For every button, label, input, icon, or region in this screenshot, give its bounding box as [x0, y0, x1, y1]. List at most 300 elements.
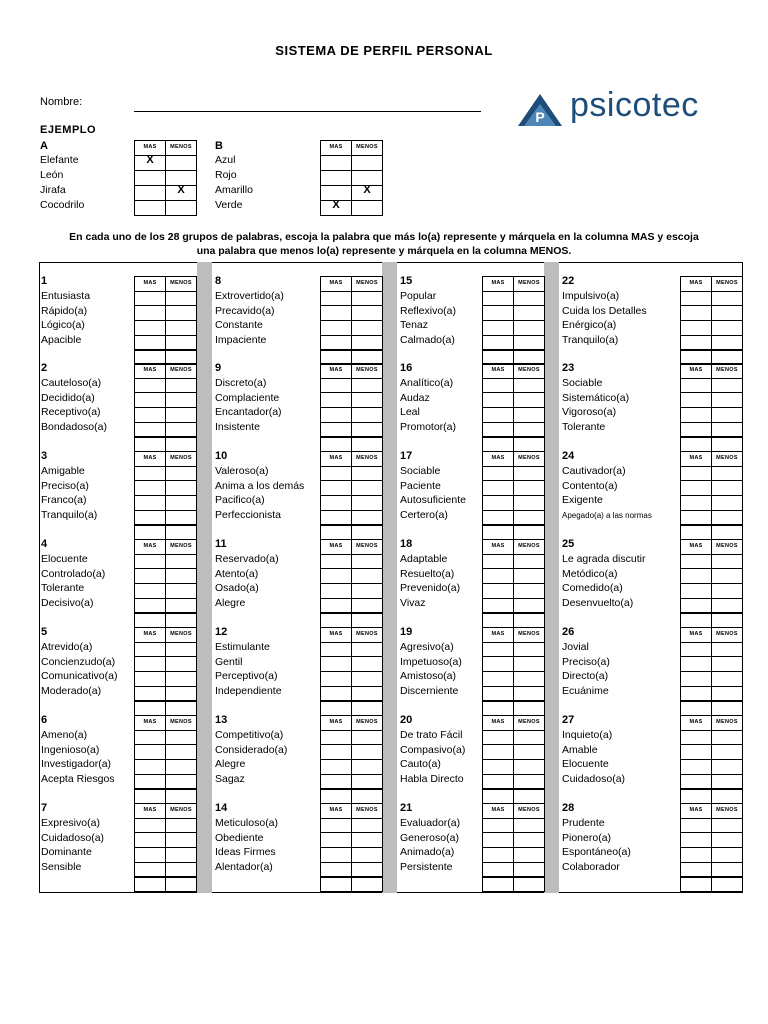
answer-cell[interactable] [351, 877, 383, 893]
answer-cell[interactable] [351, 847, 383, 863]
answer-cell[interactable] [711, 847, 743, 863]
answer-cell[interactable] [351, 701, 383, 717]
answer-cell[interactable] [165, 832, 197, 848]
answer-cell[interactable] [351, 730, 383, 746]
answer-cell[interactable] [711, 320, 743, 336]
answer-cell[interactable] [680, 862, 712, 878]
answer-cell[interactable] [513, 656, 545, 672]
answer-cell[interactable] [711, 525, 743, 541]
answer-cell[interactable] [680, 744, 712, 760]
answer-cell[interactable] [320, 598, 352, 614]
group-word: Leal [400, 406, 420, 419]
answer-cell[interactable] [513, 510, 545, 526]
answer-cell[interactable] [711, 305, 743, 321]
answer-cell[interactable] [165, 335, 197, 351]
answer-cell[interactable] [320, 305, 352, 321]
answer-cell[interactable] [482, 407, 514, 423]
answer-cell[interactable] [680, 832, 712, 848]
answer-cell[interactable] [320, 554, 352, 570]
answer-cell[interactable] [680, 320, 712, 336]
answer-cell[interactable] [165, 656, 197, 672]
answer-cell[interactable] [680, 583, 712, 599]
answer-cell[interactable] [680, 378, 712, 394]
answer-cell[interactable] [165, 818, 197, 834]
answer-cell[interactable] [513, 407, 545, 423]
answer-cell[interactable] [711, 774, 743, 790]
answer-cell[interactable] [134, 847, 166, 863]
answer-cell[interactable] [482, 656, 514, 672]
answer-cell[interactable] [482, 862, 514, 878]
answer-cell[interactable] [680, 656, 712, 672]
answer-cell[interactable] [680, 774, 712, 790]
answer-cell[interactable] [513, 744, 545, 760]
answer-cell[interactable] [482, 291, 514, 307]
answer-cell[interactable] [351, 686, 383, 702]
answer-cell[interactable] [351, 378, 383, 394]
answer-cell[interactable] [513, 392, 545, 408]
answer-cell[interactable] [165, 200, 197, 216]
answer-cell[interactable] [680, 407, 712, 423]
answer-cell[interactable] [711, 730, 743, 746]
group-word: Elocuente [562, 758, 609, 771]
answer-cell[interactable] [165, 583, 197, 599]
answer-cell[interactable] [320, 877, 352, 893]
answer-cell[interactable] [351, 774, 383, 790]
answer-cell[interactable] [513, 320, 545, 336]
answer-cell[interactable] [351, 744, 383, 760]
answer-cell[interactable] [320, 642, 352, 658]
answer-cell[interactable] [680, 510, 712, 526]
answer-cell[interactable] [711, 437, 743, 453]
answer-cell[interactable] [165, 568, 197, 584]
answer-cell[interactable] [351, 407, 383, 423]
answer-cell[interactable] [711, 642, 743, 658]
answer-cell[interactable] [513, 378, 545, 394]
answer-cell[interactable] [513, 495, 545, 511]
column-header-mas: MAS [329, 455, 343, 461]
answer-cell[interactable] [165, 671, 197, 687]
answer-cell[interactable] [680, 789, 712, 805]
answer-cell[interactable] [482, 525, 514, 541]
answer-cell[interactable] [680, 392, 712, 408]
answer-cell[interactable] [351, 598, 383, 614]
answer-cell[interactable] [351, 200, 383, 216]
answer-cell[interactable] [165, 847, 197, 863]
answer-cell[interactable] [320, 495, 352, 511]
answer-cell[interactable] [482, 789, 514, 805]
answer-cell[interactable] [513, 671, 545, 687]
answer-cell[interactable] [320, 862, 352, 878]
answer-cell[interactable] [680, 437, 712, 453]
answer-cell[interactable] [134, 407, 166, 423]
answer-cell[interactable] [134, 598, 166, 614]
answer-cell[interactable] [320, 613, 352, 629]
answer-cell[interactable] [680, 877, 712, 893]
answer-cell[interactable] [351, 335, 383, 351]
answer-cell[interactable] [711, 480, 743, 496]
answer-cell[interactable] [134, 686, 166, 702]
answer-cell[interactable] [165, 437, 197, 453]
answer-cell[interactable] [351, 656, 383, 672]
answer-cell[interactable] [134, 335, 166, 351]
answer-cell[interactable] [134, 568, 166, 584]
answer-cell[interactable] [711, 568, 743, 584]
answer-cell[interactable] [482, 392, 514, 408]
answer-cell[interactable] [165, 320, 197, 336]
group-word: Gentil [215, 655, 243, 668]
answer-cell[interactable] [711, 510, 743, 526]
answer-cell[interactable] [680, 818, 712, 834]
answer-cell[interactable] [711, 598, 743, 614]
answer-cell[interactable] [320, 671, 352, 687]
answer-cell[interactable] [351, 392, 383, 408]
answer-cell[interactable] [711, 422, 743, 438]
answer-cell[interactable] [482, 305, 514, 321]
answer-cell[interactable] [320, 847, 352, 863]
answer-cell[interactable] [351, 155, 383, 171]
group-number: 11 [215, 538, 227, 550]
answer-cell[interactable] [320, 510, 352, 526]
answer-cell[interactable] [165, 642, 197, 658]
answer-cell[interactable] [165, 407, 197, 423]
answer-cell[interactable] [320, 656, 352, 672]
answer-cell[interactable] [134, 759, 166, 775]
answer-cell[interactable] [165, 759, 197, 775]
answer-cell[interactable] [320, 480, 352, 496]
answer-cell[interactable] [351, 671, 383, 687]
answer-cell[interactable] [711, 656, 743, 672]
answer-cell[interactable] [134, 495, 166, 511]
answer-cell[interactable] [165, 392, 197, 408]
answer-cell[interactable] [711, 759, 743, 775]
answer-cell[interactable] [351, 495, 383, 511]
answer-cell[interactable] [482, 730, 514, 746]
answer-cell[interactable] [134, 525, 166, 541]
answer-cell[interactable] [680, 305, 712, 321]
answer-cell[interactable] [134, 291, 166, 307]
answer-cell[interactable] [320, 291, 352, 307]
answer-cell[interactable] [351, 583, 383, 599]
answer-cell[interactable] [482, 466, 514, 482]
answer-cell[interactable] [320, 466, 352, 482]
answer-cell[interactable] [711, 671, 743, 687]
answer-cell[interactable] [482, 832, 514, 848]
answer-cell[interactable] [320, 525, 352, 541]
answer-cell[interactable] [320, 789, 352, 805]
name-field[interactable] [134, 111, 481, 112]
answer-cell[interactable] [165, 525, 197, 541]
answer-cell[interactable] [482, 877, 514, 893]
answer-cell[interactable] [513, 774, 545, 790]
answer-cell[interactable] [320, 759, 352, 775]
answer-cell[interactable] [513, 847, 545, 863]
answer-cell[interactable] [711, 744, 743, 760]
answer-cell[interactable] [513, 583, 545, 599]
answer-cell[interactable] [711, 701, 743, 717]
answer-cell[interactable] [134, 877, 166, 893]
answer-cell[interactable] [134, 305, 166, 321]
answer-cell[interactable] [482, 554, 514, 570]
answer-cell[interactable] [711, 407, 743, 423]
answer-cell[interactable] [134, 832, 166, 848]
answer-cell[interactable] [165, 613, 197, 629]
answer-cell[interactable] [351, 466, 383, 482]
answer-cell[interactable] [165, 495, 197, 511]
answer-cell[interactable] [165, 554, 197, 570]
answer-cell[interactable] [320, 320, 352, 336]
answer-cell[interactable] [482, 613, 514, 629]
answer-cell[interactable] [482, 847, 514, 863]
answer-cell[interactable] [165, 701, 197, 717]
answer-cell[interactable] [165, 291, 197, 307]
answer-cell[interactable] [165, 466, 197, 482]
answer-cell[interactable] [711, 378, 743, 394]
answer-cell[interactable] [165, 510, 197, 526]
answer-cell[interactable] [351, 642, 383, 658]
answer-cell[interactable] [711, 613, 743, 629]
answer-cell[interactable] [351, 818, 383, 834]
column-header-mas: MAS [689, 631, 703, 637]
answer-cell[interactable] [680, 335, 712, 351]
answer-cell[interactable] [513, 466, 545, 482]
answer-cell[interactable] [134, 422, 166, 438]
answer-cell[interactable] [165, 774, 197, 790]
answer-cell[interactable] [134, 200, 166, 216]
answer-cell[interactable] [134, 789, 166, 805]
answer-cell[interactable] [165, 862, 197, 878]
answer-cell[interactable] [680, 568, 712, 584]
answer-cell[interactable] [351, 862, 383, 878]
answer-cell[interactable] [320, 774, 352, 790]
answer-cell[interactable] [482, 480, 514, 496]
answer-cell[interactable] [134, 818, 166, 834]
answer-cell[interactable] [711, 877, 743, 893]
answer-cell[interactable] [351, 437, 383, 453]
answer-cell[interactable] [320, 744, 352, 760]
answer-cell[interactable] [320, 407, 352, 423]
answer-cell[interactable] [680, 847, 712, 863]
answer-cell[interactable] [711, 862, 743, 878]
group-word: Investigador(a) [41, 758, 112, 771]
answer-cell[interactable] [482, 671, 514, 687]
answer-cell[interactable] [351, 305, 383, 321]
answer-cell[interactable] [134, 378, 166, 394]
answer-cell[interactable] [482, 818, 514, 834]
answer-cell[interactable] [320, 335, 352, 351]
answer-cell[interactable] [482, 701, 514, 717]
answer-cell[interactable] [711, 554, 743, 570]
answer-cell[interactable] [711, 686, 743, 702]
answer-cell[interactable] [513, 789, 545, 805]
answer-cell[interactable] [320, 818, 352, 834]
answer-cell[interactable] [513, 480, 545, 496]
answer-cell[interactable] [134, 170, 166, 186]
answer-cell[interactable] [711, 832, 743, 848]
answer-cell[interactable] [134, 701, 166, 717]
answer-cell[interactable] [482, 598, 514, 614]
answer-cell[interactable] [134, 437, 166, 453]
answer-cell[interactable] [165, 686, 197, 702]
answer-cell[interactable] [165, 598, 197, 614]
answer-cell[interactable] [320, 583, 352, 599]
answer-cell[interactable] [351, 613, 383, 629]
answer-cell[interactable] [351, 291, 383, 307]
answer-cell[interactable] [680, 554, 712, 570]
answer-cell[interactable] [134, 656, 166, 672]
answer-cell[interactable] [513, 701, 545, 717]
answer-cell[interactable] [320, 155, 352, 171]
answer-cell[interactable] [711, 392, 743, 408]
answer-cell[interactable] [165, 305, 197, 321]
answer-cell[interactable] [165, 744, 197, 760]
answer-cell[interactable] [482, 686, 514, 702]
answer-cell[interactable] [482, 583, 514, 599]
answer-cell[interactable] [513, 613, 545, 629]
answer-cell[interactable] [711, 583, 743, 599]
answer-cell[interactable] [134, 744, 166, 760]
group-word: Comunicativo(a) [41, 670, 118, 683]
answer-cell[interactable] [711, 466, 743, 482]
answer-cell[interactable] [482, 437, 514, 453]
answer-cell[interactable] [165, 155, 197, 171]
answer-cell[interactable] [165, 730, 197, 746]
answer-cell[interactable] [351, 320, 383, 336]
answer-cell[interactable] [513, 598, 545, 614]
answer-cell[interactable] [134, 554, 166, 570]
answer-cell[interactable] [513, 568, 545, 584]
answer-cell[interactable] [134, 583, 166, 599]
answer-cell[interactable] [320, 392, 352, 408]
answer-cell[interactable] [351, 525, 383, 541]
answer-cell[interactable] [513, 730, 545, 746]
answer-cell[interactable] [320, 422, 352, 438]
answer-cell[interactable] [680, 642, 712, 658]
answer-cell[interactable] [513, 422, 545, 438]
answer-cell[interactable] [513, 759, 545, 775]
answer-cell[interactable] [351, 480, 383, 496]
answer-cell[interactable] [482, 335, 514, 351]
answer-cell[interactable] [320, 568, 352, 584]
answer-cell[interactable] [165, 789, 197, 805]
answer-cell[interactable] [680, 466, 712, 482]
answer-cell[interactable] [320, 378, 352, 394]
answer-cell[interactable] [711, 818, 743, 834]
answer-cell[interactable] [711, 291, 743, 307]
answer-cell[interactable] [134, 185, 166, 201]
answer-cell[interactable] [351, 759, 383, 775]
answer-cell[interactable] [680, 495, 712, 511]
answer-cell[interactable] [680, 598, 712, 614]
answer-cell[interactable] [351, 832, 383, 848]
answer-cell[interactable] [482, 378, 514, 394]
answer-cell[interactable] [711, 335, 743, 351]
answer-cell[interactable] [711, 789, 743, 805]
answer-cell[interactable] [680, 291, 712, 307]
answer-cell[interactable] [482, 642, 514, 658]
answer-cell[interactable] [134, 510, 166, 526]
answer-cell[interactable] [680, 480, 712, 496]
answer-cell[interactable] [482, 495, 514, 511]
answer-cell[interactable] [482, 422, 514, 438]
answer-cell[interactable] [320, 701, 352, 717]
answer-cell[interactable] [513, 335, 545, 351]
answer-cell[interactable] [134, 862, 166, 878]
answer-cell[interactable] [320, 170, 352, 186]
answer-cell[interactable] [134, 671, 166, 687]
answer-cell[interactable] [513, 832, 545, 848]
answer-cell[interactable] [351, 789, 383, 805]
answer-cell[interactable] [134, 774, 166, 790]
answer-cell[interactable] [513, 437, 545, 453]
answer-cell[interactable] [351, 422, 383, 438]
column-header-menos: MENOS [518, 543, 540, 549]
answer-cell[interactable] [680, 686, 712, 702]
answer-cell[interactable] [320, 437, 352, 453]
answer-cell[interactable] [513, 291, 545, 307]
answer-cell[interactable] [134, 466, 166, 482]
answer-cell[interactable] [680, 730, 712, 746]
answer-cell[interactable] [482, 744, 514, 760]
group-word: Cautivador(a) [562, 465, 626, 477]
logo-mark-icon [516, 90, 564, 128]
answer-cell[interactable] [513, 525, 545, 541]
answer-cell[interactable] [351, 510, 383, 526]
group-number: 18 [400, 538, 413, 550]
group-word: Sagaz [215, 773, 245, 786]
answer-cell[interactable] [482, 320, 514, 336]
answer-cell[interactable] [680, 671, 712, 687]
answer-cell[interactable] [351, 554, 383, 570]
answer-cell[interactable] [320, 832, 352, 848]
answer-cell[interactable] [134, 480, 166, 496]
answer-cell[interactable] [711, 495, 743, 511]
answer-cell[interactable] [482, 568, 514, 584]
answer-cell[interactable] [134, 392, 166, 408]
answer-cell[interactable] [134, 642, 166, 658]
answer-cell[interactable] [513, 686, 545, 702]
column-header-menos: MENOS [170, 455, 192, 461]
group-word: Directo(a) [562, 670, 609, 683]
answer-cell[interactable] [680, 422, 712, 438]
group-word: Rápido(a) [41, 304, 88, 317]
answer-cell[interactable] [320, 730, 352, 746]
answer-cell[interactable] [165, 378, 197, 394]
answer-cell[interactable] [134, 730, 166, 746]
answer-cell[interactable] [165, 480, 197, 496]
group-number: 7 [41, 802, 48, 814]
answer-cell[interactable] [320, 686, 352, 702]
answer-cell[interactable] [134, 320, 166, 336]
answer-cell[interactable] [165, 422, 197, 438]
answer-cell[interactable] [680, 525, 712, 541]
answer-cell[interactable] [680, 701, 712, 717]
answer-cell[interactable] [513, 554, 545, 570]
answer-cell[interactable] [482, 774, 514, 790]
answer-cell[interactable] [513, 305, 545, 321]
answer-cell[interactable] [513, 642, 545, 658]
answer-cell[interactable] [482, 510, 514, 526]
answer-cell[interactable] [680, 759, 712, 775]
answer-cell[interactable] [680, 613, 712, 629]
answer-cell[interactable] [513, 818, 545, 834]
answer-cell[interactable] [482, 759, 514, 775]
answer-cell[interactable] [513, 862, 545, 878]
group-number: 20 [400, 714, 413, 726]
answer-cell[interactable] [351, 568, 383, 584]
answer-cell[interactable] [513, 877, 545, 893]
answer-cell[interactable] [134, 613, 166, 629]
answer-cell[interactable] [165, 877, 197, 893]
